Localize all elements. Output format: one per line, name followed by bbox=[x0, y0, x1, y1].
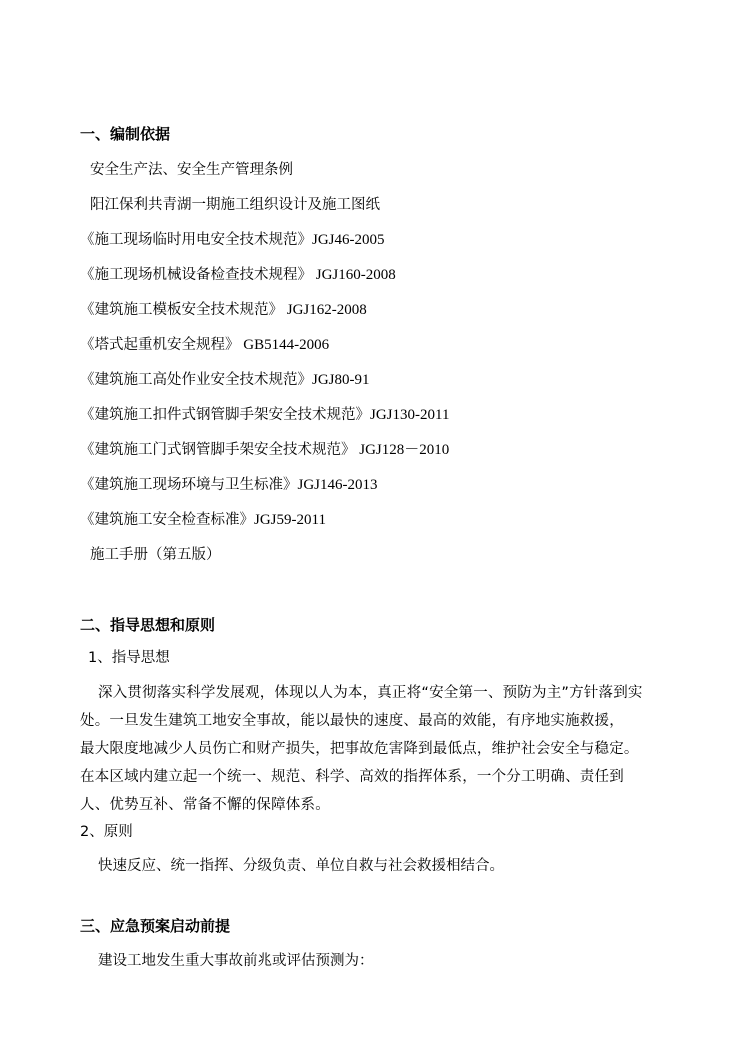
basis-item-6 bbox=[80, 335, 329, 355]
basis-item-code: GB5144-2006 bbox=[239, 337, 330, 353]
basis-item-code: JGJ130-2011 bbox=[370, 407, 450, 423]
basis-item-title: 《建筑施工扣件式钢管脚手架安全技术规范》 bbox=[80, 407, 370, 423]
section2-heading: 二、指导思想和原则 bbox=[80, 616, 216, 634]
basis-item-5 bbox=[80, 300, 367, 320]
basis-item-11 bbox=[80, 510, 326, 530]
principle-text: 快速反应、统一指挥、分级负责、单位自救与社会救援相结合。 bbox=[98, 858, 504, 874]
paragraph-line-1: 深入贯彻落实科学发展观，体现以人为本，真正将“安全第一、预防为主”方针落到实 bbox=[98, 685, 643, 701]
basis-item-9 bbox=[80, 440, 449, 460]
basis-item-10 bbox=[80, 475, 378, 495]
basis-item-title: 《建筑施工门式钢管脚手架安全技术规范》 bbox=[80, 442, 356, 458]
basis-item-title: 《建筑施工高处作业安全技术规范》 bbox=[80, 372, 312, 388]
basis-item-title: 《施工现场机械设备检查技术规程》 bbox=[80, 267, 312, 283]
basis-item-code: JGJ59-2011 bbox=[254, 512, 326, 528]
basis-item-1 bbox=[90, 160, 293, 180]
paragraph-line-2: 处。一旦发生建筑工地安全事故，能以最快的速度、最高的效能，有序地实施救援， bbox=[80, 713, 624, 729]
section3-heading: 三、应急预案启动前提 bbox=[80, 917, 231, 935]
guiding-ideology-title: 1、指导思想 bbox=[88, 650, 170, 666]
basis-item-8 bbox=[80, 405, 449, 425]
basis-item-title: 安全生产法、安全生产管理条例 bbox=[90, 162, 293, 178]
basis-item-code: JGJ162-2008 bbox=[283, 302, 367, 318]
basis-item-4 bbox=[80, 265, 396, 285]
paragraph-line-3: 最大限度地减少人员伤亡和财产损失，把事故危害降到最低点，维护社会安全与稳定。 bbox=[80, 741, 639, 757]
basis-item-title: 《施工现场临时用电安全技术规范》 bbox=[80, 232, 312, 248]
paragraph-line-5: 人、优势互补、常备不懈的保障体系。 bbox=[80, 797, 330, 813]
basis-item-7 bbox=[80, 370, 370, 390]
basis-item-3 bbox=[80, 230, 385, 250]
section1-heading: 一、编制依据 bbox=[80, 125, 171, 143]
basis-item-code: JGJ146-2013 bbox=[297, 477, 378, 493]
basis-item-title: 《建筑施工现场环境与卫生标准》 bbox=[80, 477, 298, 493]
basis-item-title: 施工手册（第五版） bbox=[90, 547, 221, 563]
basis-item-code: JGJ128－2010 bbox=[355, 442, 450, 458]
section3-text: 建设工地发生重大事故前兆或评估预测为： bbox=[98, 953, 374, 969]
basis-item-12 bbox=[90, 545, 221, 565]
basis-item-title: 《建筑施工模板安全技术规范》 bbox=[80, 302, 283, 318]
basis-item-title: 阳江保利共青湖一期施工组织设计及施工图纸 bbox=[90, 197, 380, 213]
basis-item-title: 《塔式起重机安全规程》 bbox=[80, 337, 240, 353]
basis-item-code: JGJ80-91 bbox=[312, 372, 370, 388]
paragraph-line-4: 在本区域内建立起一个统一、规范、科学、高效的指挥体系，一个分工明确、责任到 bbox=[80, 769, 624, 785]
basis-item-code: JGJ160-2008 bbox=[312, 267, 396, 283]
basis-item-title: 《建筑施工安全检查标准》 bbox=[80, 512, 254, 528]
basis-item-code: JGJ46-2005 bbox=[312, 232, 385, 248]
basis-item-2 bbox=[90, 195, 380, 215]
principle-title: 2、原则 bbox=[80, 824, 133, 840]
